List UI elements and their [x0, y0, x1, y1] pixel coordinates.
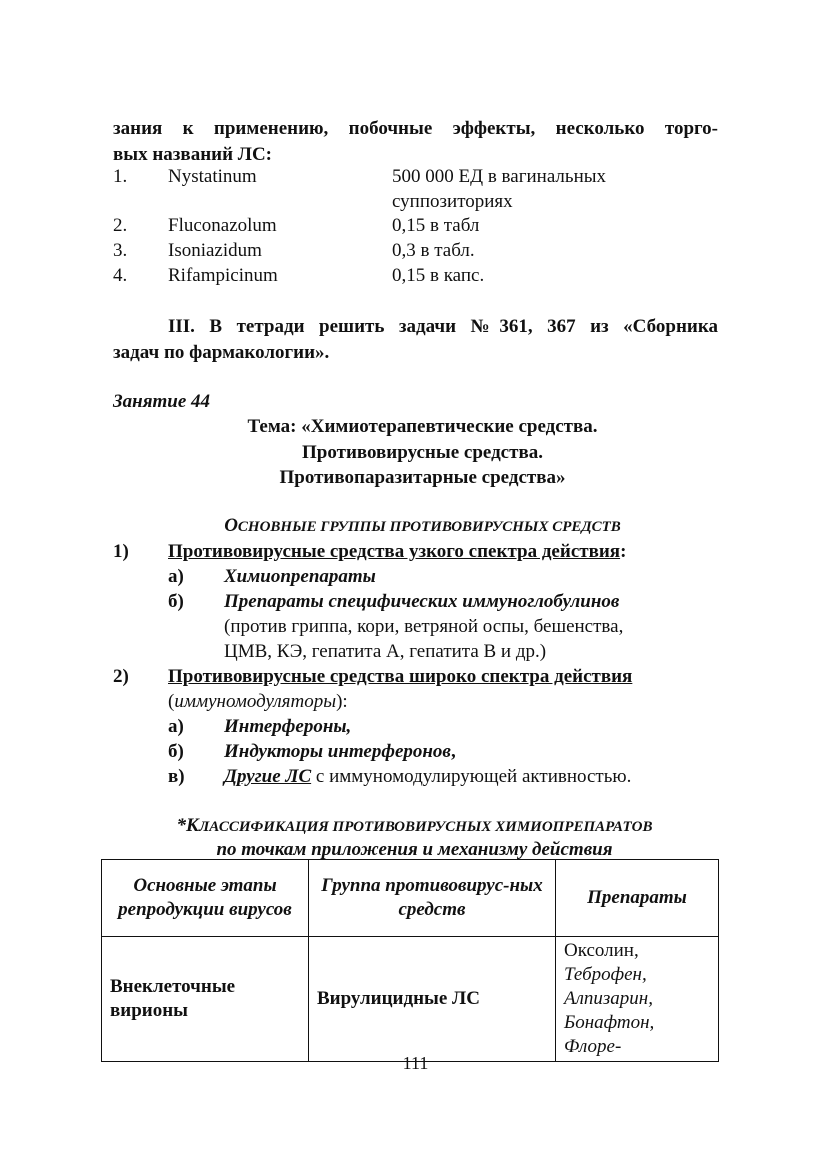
group-2-item-mark: б): [168, 741, 184, 762]
group-2-subtitle: (иммуномодуляторы):: [168, 691, 348, 712]
task-line-2: задач по фармакологии».: [113, 342, 330, 363]
group-2-item: Интерфероны,: [224, 716, 352, 737]
classification-table: [101, 859, 719, 1062]
table-header: Группа противовирус-ных средств: [309, 860, 556, 937]
group-1-item-mark: а): [168, 566, 184, 587]
drug-num: 4.: [113, 265, 128, 286]
drug-num: 1.: [113, 166, 128, 187]
page-number: 111: [402, 1053, 429, 1073]
group-1-item: Препараты специфических иммуноглобулинов: [224, 591, 620, 612]
table-header: Препараты: [556, 860, 719, 937]
lesson-topic-3: Противопаразитарные средства»: [279, 467, 566, 488]
group-2-item: Индукторы интерферонов,: [224, 741, 456, 762]
table-cell-stage: Внеклеточные вирионы: [102, 937, 309, 1062]
drug-dose: 0,3 в табл.: [392, 240, 475, 261]
table-header: Основные этапы репродукции вирусов: [102, 860, 309, 937]
group-2-item-mark: а): [168, 716, 184, 737]
group-1-item: Химиопрепараты: [224, 566, 376, 587]
classification-subtitle: по точкам приложения и механизму действия: [216, 839, 613, 860]
table-cell-drugs: Оксолин, Теброфен, Алпизарин, Бонафтон, Флоре-: [556, 937, 719, 1062]
drug-dose-cont: суппозиториях: [392, 191, 513, 212]
drug-name: Rifampicinum: [168, 265, 278, 286]
group-2-item: Другие ЛС с иммуномодулирующей активностью.: [224, 766, 632, 787]
table-cell-group: Вирулицидные ЛС: [309, 937, 556, 1062]
drug-dose: 0,15 в капс.: [392, 265, 485, 286]
table-row: [102, 937, 719, 1062]
group-2-num: 2): [113, 666, 129, 687]
group-1-note-2: ЦМВ, КЭ, гепатита А, гепатита В и др.): [224, 641, 547, 662]
drug-name: Fluconazolum: [168, 215, 277, 236]
drug-num: 3.: [113, 240, 128, 261]
group-1-note-1: (против гриппа, кори, ветряной оспы, бешенства,: [224, 616, 624, 637]
lesson-label: Занятие 44: [113, 391, 211, 412]
groups-heading: ОСНОВНЫЕ ГРУППЫ ПРОТИВОВИРУСНЫХ СРЕДСТВ: [224, 515, 621, 536]
group-1-title: Противовирусные средства узкого спектра действия:: [168, 541, 627, 562]
drug-name: Nystatinum: [168, 166, 257, 187]
lesson-topic-1: Тема: «Химиотерапевтические средства.: [247, 416, 598, 437]
intro-line-2: вых названий ЛС:: [113, 144, 272, 165]
drug-dose: 0,15 в табл: [392, 215, 480, 236]
group-2-item-mark: в): [168, 766, 185, 787]
task-line-1: III. В тетради решить задачи №361, 367 из «Сборника: [168, 316, 718, 337]
group-1-item-mark: б): [168, 591, 184, 612]
intro-line-1: зания к применению, побочные эффекты, несколько торго-: [113, 118, 718, 139]
drug-num: 2.: [113, 215, 128, 236]
table-header-row: [102, 860, 719, 937]
lesson-topic-2: Противовирусные средства.: [302, 442, 543, 463]
group-1-num: 1): [113, 541, 129, 562]
drug-name: Isoniazidum: [168, 240, 262, 261]
classification-heading: *КЛАССИФИКАЦИЯ ПРОТИВОВИРУСНЫХ ХИМИОПРЕПАРАТОВ: [176, 815, 653, 836]
drug-dose: 500 000 ЕД в вагинальных: [392, 166, 607, 187]
group-2-title: Противовирусные средства широко спектра действия: [168, 666, 633, 687]
